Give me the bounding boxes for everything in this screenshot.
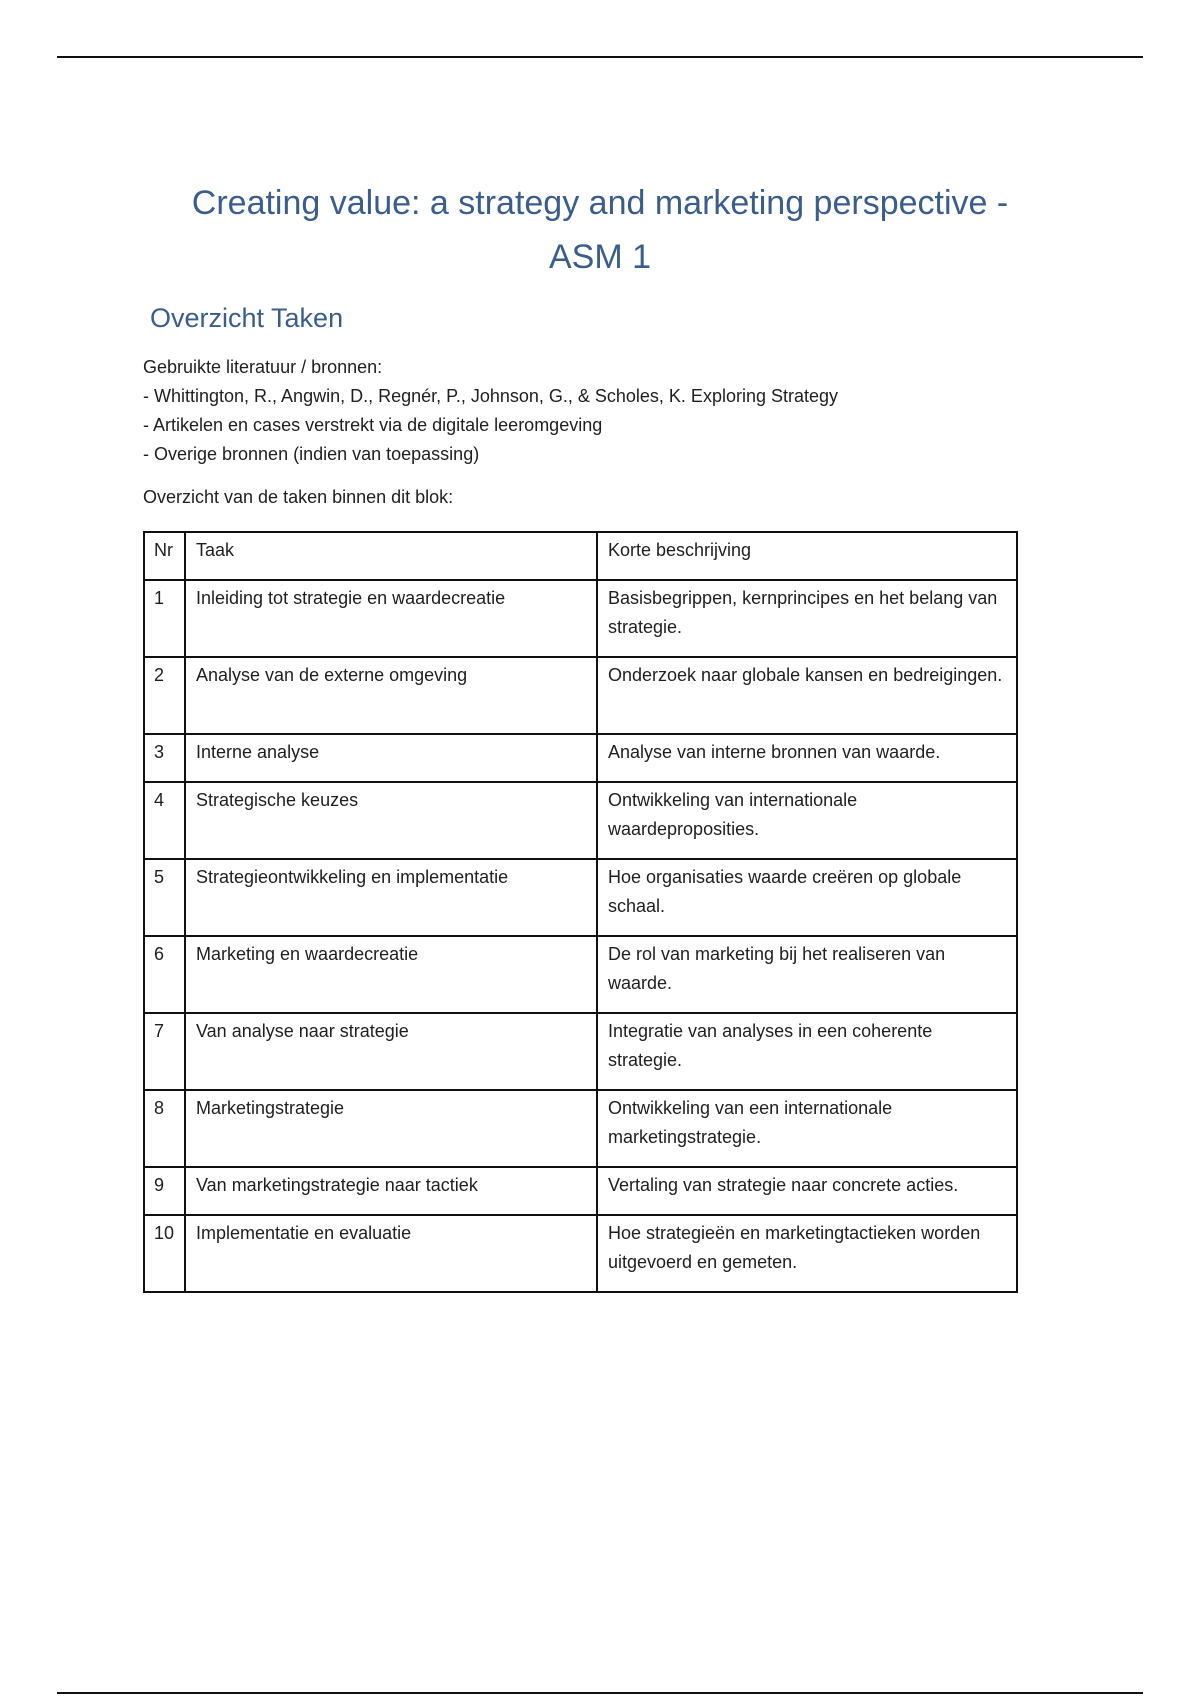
- source-item: - Whittington, R., Angwin, D., Regnér, P., Johnson, G., & Scholes, K. Exploring Strategy: [143, 386, 839, 406]
- task-description: Integratie van analyses in een coherente strategie.: [597, 1013, 1017, 1090]
- task-name: Strategische keuzes: [185, 782, 597, 859]
- task-description: Hoe organisaties waarde creëren op globale schaal.: [597, 859, 1017, 936]
- source-item: - Artikelen en cases verstrekt via de digitale leeromgeving: [143, 415, 603, 435]
- sources-block: [143, 353, 838, 469]
- task-name: Inleiding tot strategie en waardecreatie: [185, 580, 597, 657]
- task-description: Analyse van interne bronnen van waarde.: [597, 734, 1017, 782]
- table-row: [144, 734, 1017, 782]
- header-taak: Taak: [185, 532, 597, 580]
- task-name: Strategieontwikkeling en implementatie: [185, 859, 597, 936]
- task-description: Hoe strategieën en marketingtactieken worden uitgevoerd en gemeten.: [597, 1215, 1017, 1292]
- task-nr: 4: [144, 782, 185, 859]
- table-row: [144, 782, 1017, 859]
- task-description: Vertaling van strategie naar concrete acties.: [597, 1167, 1017, 1215]
- table-row: [144, 1167, 1017, 1215]
- page-title-line-2: ASM 1: [548, 238, 652, 276]
- task-nr: 6: [144, 936, 185, 1013]
- header-rule: [57, 56, 1143, 58]
- task-nr: 5: [144, 859, 185, 936]
- task-name: Marketingstrategie: [185, 1090, 597, 1167]
- tasks-intro: Overzicht van de taken binnen dit blok:: [143, 487, 454, 507]
- task-description: Ontwikkeling van internationale waardeproposities.: [597, 782, 1017, 859]
- task-name: Analyse van de externe omgeving: [185, 657, 597, 734]
- footer-rule: [57, 1692, 1143, 1694]
- task-name: Interne analyse: [185, 734, 597, 782]
- task-description: De rol van marketing bij het realiseren van waarde.: [597, 936, 1017, 1013]
- table-header-row: [144, 532, 1017, 580]
- page-title-line-1: Creating value: a strategy and marketing perspective -: [191, 184, 1009, 222]
- table-row: [144, 1090, 1017, 1167]
- tasks-table: [143, 531, 1018, 1293]
- header-beschrijving: Korte beschrijving: [597, 532, 1017, 580]
- table-row: [144, 1013, 1017, 1090]
- task-description: Basisbegrippen, kernprincipes en het belang van strategie.: [597, 580, 1017, 657]
- task-name: Marketing en waardecreatie: [185, 936, 597, 1013]
- task-nr: 7: [144, 1013, 185, 1090]
- table-row: [144, 859, 1017, 936]
- task-name: Van analyse naar strategie: [185, 1013, 597, 1090]
- task-description: Onderzoek naar globale kansen en bedreigingen.: [597, 657, 1017, 734]
- task-nr: 2: [144, 657, 185, 734]
- table-row: [144, 580, 1017, 657]
- table-row: [144, 936, 1017, 1013]
- task-description: Ontwikkeling van een internationale marketingstrategie.: [597, 1090, 1017, 1167]
- task-nr: 10: [144, 1215, 185, 1292]
- section-heading: Overzicht Taken: [150, 303, 344, 333]
- task-nr: 9: [144, 1167, 185, 1215]
- task-nr: 3: [144, 734, 185, 782]
- task-nr: 8: [144, 1090, 185, 1167]
- table-row: [144, 657, 1017, 734]
- task-name: Implementatie en evaluatie: [185, 1215, 597, 1292]
- source-item: - Overige bronnen (indien van toepassing): [143, 444, 480, 464]
- task-name: Van marketingstrategie naar tactiek: [185, 1167, 597, 1215]
- header-nr: Nr: [144, 532, 185, 580]
- sources-label: Gebruikte literatuur / bronnen:: [143, 357, 383, 377]
- task-nr: 1: [144, 580, 185, 657]
- page-title: [150, 176, 1050, 284]
- table-row: [144, 1215, 1017, 1292]
